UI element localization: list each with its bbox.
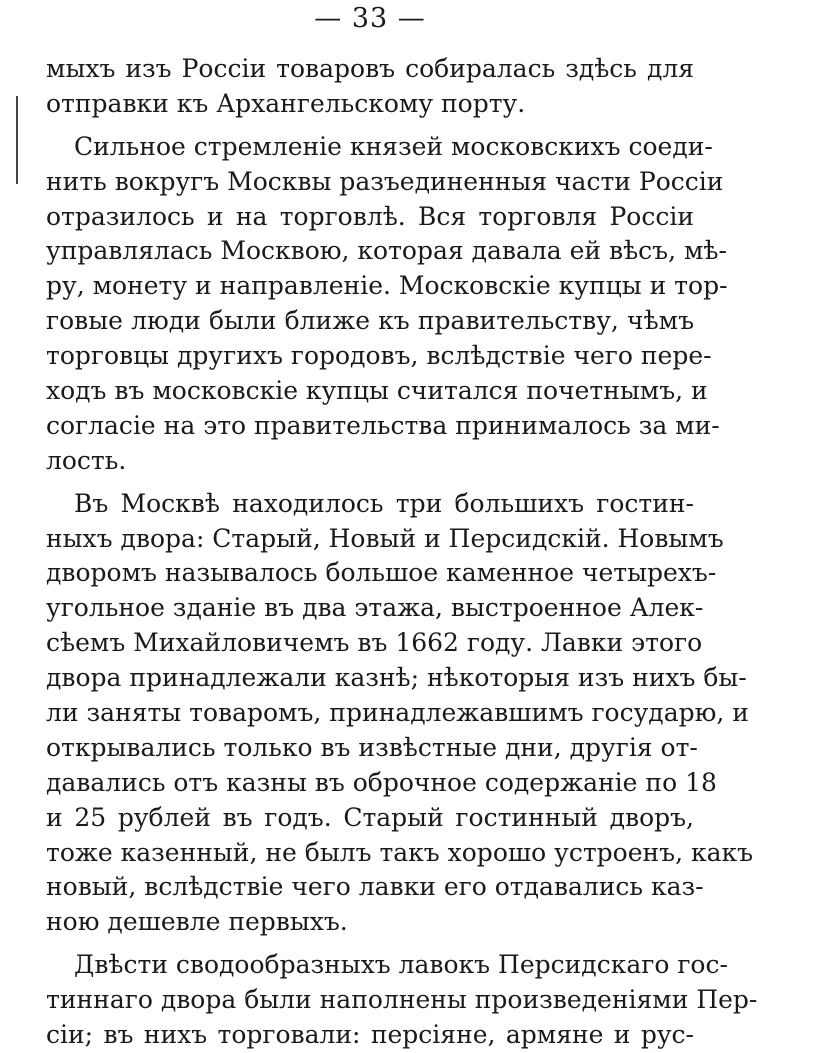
text-line: ныхъ двора: Старый, Новый и Персидскій. Новымъ bbox=[46, 523, 724, 553]
text-line: говые люди были ближе къ правительству, чѣмъ bbox=[46, 306, 694, 336]
text-line: ходъ въ московскіе купцы считался почетнымъ, и bbox=[46, 376, 708, 406]
text-line: согласіе на это правительства принималось за ми- bbox=[46, 410, 720, 440]
text-line: Сильное стремленіе князей московскихъ соеди- bbox=[74, 131, 713, 161]
text-line: нить вокругъ Москвы разъединенныя части Россіи bbox=[46, 166, 724, 196]
text-line: мыхъ изъ Россіи товаровъ собиралась здѣсь для bbox=[46, 54, 694, 83]
paragraph bbox=[46, 487, 754, 941]
text-line: новый, вслѣдствіе чего лавки его отдавались каз- bbox=[46, 872, 704, 902]
text-line: тоже казенный, не былъ такъ хорошо устроенъ, какъ bbox=[46, 837, 754, 867]
text-line: отправки къ Архангельскому порту. bbox=[46, 88, 526, 118]
text-line: давались отъ казны въ оброчное содержаніе по 18 bbox=[46, 767, 717, 797]
text-line: угольное зданіе въ два этажа, выстроенное Алек- bbox=[46, 593, 704, 623]
text-line: сіи; въ нихъ торговали: персіяне, армяне и рус- bbox=[46, 1020, 694, 1050]
text-line: сѣемъ Михайловичемъ въ 1662 году. Лавки этого bbox=[46, 628, 703, 658]
text-line: отразилось и на торговлѣ. Вся торговля Россіи bbox=[46, 201, 694, 231]
paragraph bbox=[46, 52, 694, 122]
paragraph bbox=[46, 948, 758, 1053]
text-line: дворомъ называлось большое каменное четырехъ- bbox=[46, 558, 717, 588]
text-line: управлялась Москвою, которая давала ей вѣсъ, мѣ- bbox=[46, 236, 727, 266]
text-line: ною дешевле первыхъ. bbox=[46, 907, 348, 937]
text-line: открывались только въ извѣстные дни, другія от- bbox=[46, 732, 698, 762]
page-text bbox=[46, 52, 758, 1053]
text-line: и 25 рублей въ годъ. Старый гостинный дворъ, bbox=[46, 802, 694, 832]
text-line: лость. bbox=[46, 445, 127, 475]
margin-mark bbox=[16, 96, 18, 184]
text-line: тиннаго двора были наполнены произведеніями Пер- bbox=[46, 985, 758, 1015]
text-line: торговцы другихъ городовъ, вслѣдствіе чего пере- bbox=[46, 341, 712, 371]
text-line: двора принадлежали казнѣ; нѣкоторыя изъ нихъ бы- bbox=[46, 663, 747, 693]
text-line: Въ Москвѣ находилось три большихъ гостин- bbox=[74, 488, 694, 518]
text-line: Двѣсти сводообразныхъ лавокъ Персидскаго гос- bbox=[74, 950, 728, 980]
text-line: ру, монету и направленіе. Московскіе купцы и тор- bbox=[46, 271, 728, 301]
paragraph bbox=[46, 130, 728, 479]
text-line: ли заняты товаромъ, принадлежавшимъ государю, и bbox=[46, 698, 749, 728]
page-number: — 33 — bbox=[314, 3, 426, 34]
